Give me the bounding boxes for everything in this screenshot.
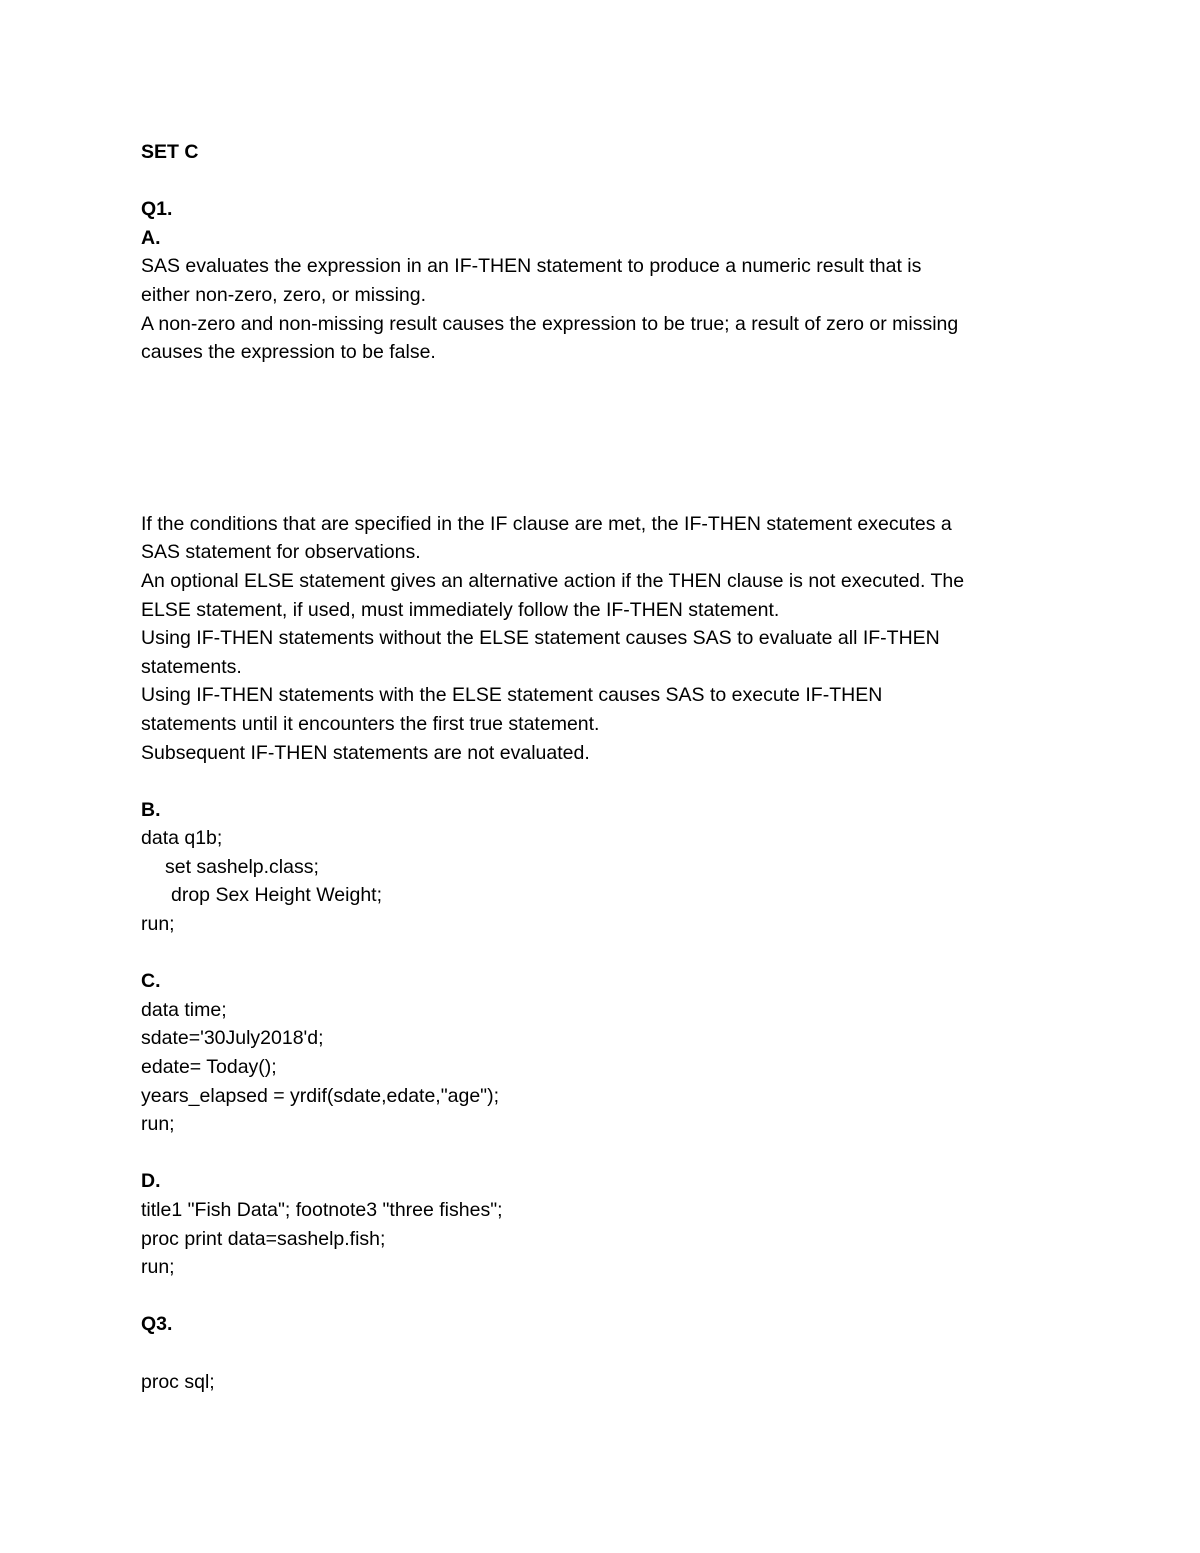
code-line: data time; — [141, 998, 227, 1021]
q1-a-line: Using IF-THEN statements without the ELSE statement causes SAS to evaluate all IF-THEN — [141, 627, 940, 650]
q1-a-line: SAS evaluates the expression in an IF-THEN statement to produce a numeric result that is — [141, 255, 922, 278]
spacer — [141, 767, 1061, 796]
code-line: edate= Today(); — [141, 1056, 277, 1079]
code-line: years_elapsed = yrdif(sdate,edate,"age"); — [141, 1084, 500, 1107]
spacer — [141, 1282, 1061, 1311]
set-title: SET C — [141, 141, 199, 163]
q1-d-label: D. — [141, 1170, 161, 1193]
q1-a-line: statements until it encounters the first true statement. — [141, 712, 600, 735]
q1-a-line: causes the expression to be false. — [141, 341, 436, 364]
code-line: proc print data=sashelp.fish; — [141, 1227, 386, 1250]
q1-a-line: SAS statement for observations. — [141, 541, 421, 564]
code-line: run; — [141, 1113, 175, 1136]
code-line: data q1b; — [141, 827, 223, 850]
spacer — [141, 1339, 1061, 1368]
q1-heading: Q1. — [141, 198, 173, 221]
code-line: proc sql; — [141, 1370, 215, 1393]
q1-a-line: If the conditions that are specified in the IF clause are met, the IF-THEN statement executes a — [141, 512, 952, 535]
q1-a-line: ELSE statement, if used, must immediately follow the IF-THEN statement. — [141, 598, 780, 621]
document-body — [141, 138, 1061, 1396]
q1-b-label: B. — [141, 798, 161, 821]
q1-a-line: statements. — [141, 655, 242, 678]
code-line: title1 "Fish Data"; footnote3 "three fishes"; — [141, 1199, 503, 1221]
q1-a-label: A. — [141, 226, 161, 249]
spacer — [141, 167, 1061, 196]
code-line: set sashelp.class; — [165, 855, 319, 878]
code-line: drop Sex Height Weight; — [171, 884, 383, 907]
code-line: sdate='30July2018'd; — [141, 1027, 324, 1050]
q3-heading: Q3. — [141, 1313, 173, 1336]
q1-a-line: An optional ELSE statement gives an alternative action if the THEN clause is not executed. The — [141, 569, 965, 592]
q1-a-line: A non-zero and non-missing result causes the expression to be true; a result of zero or missing — [141, 312, 959, 335]
code-line: run; — [141, 913, 175, 936]
q1-a-line: Using IF-THEN statements with the ELSE statement causes SAS to execute IF-THEN — [141, 684, 883, 707]
q1-a-line: Subsequent IF-THEN statements are not evaluated. — [141, 741, 590, 764]
q1-c-label: C. — [141, 970, 161, 993]
q1-a-line: either non-zero, zero, or missing. — [141, 283, 427, 306]
code-line: run; — [141, 1256, 175, 1279]
spacer — [141, 939, 1061, 968]
spacer — [141, 1139, 1061, 1168]
spacer — [141, 367, 1061, 510]
